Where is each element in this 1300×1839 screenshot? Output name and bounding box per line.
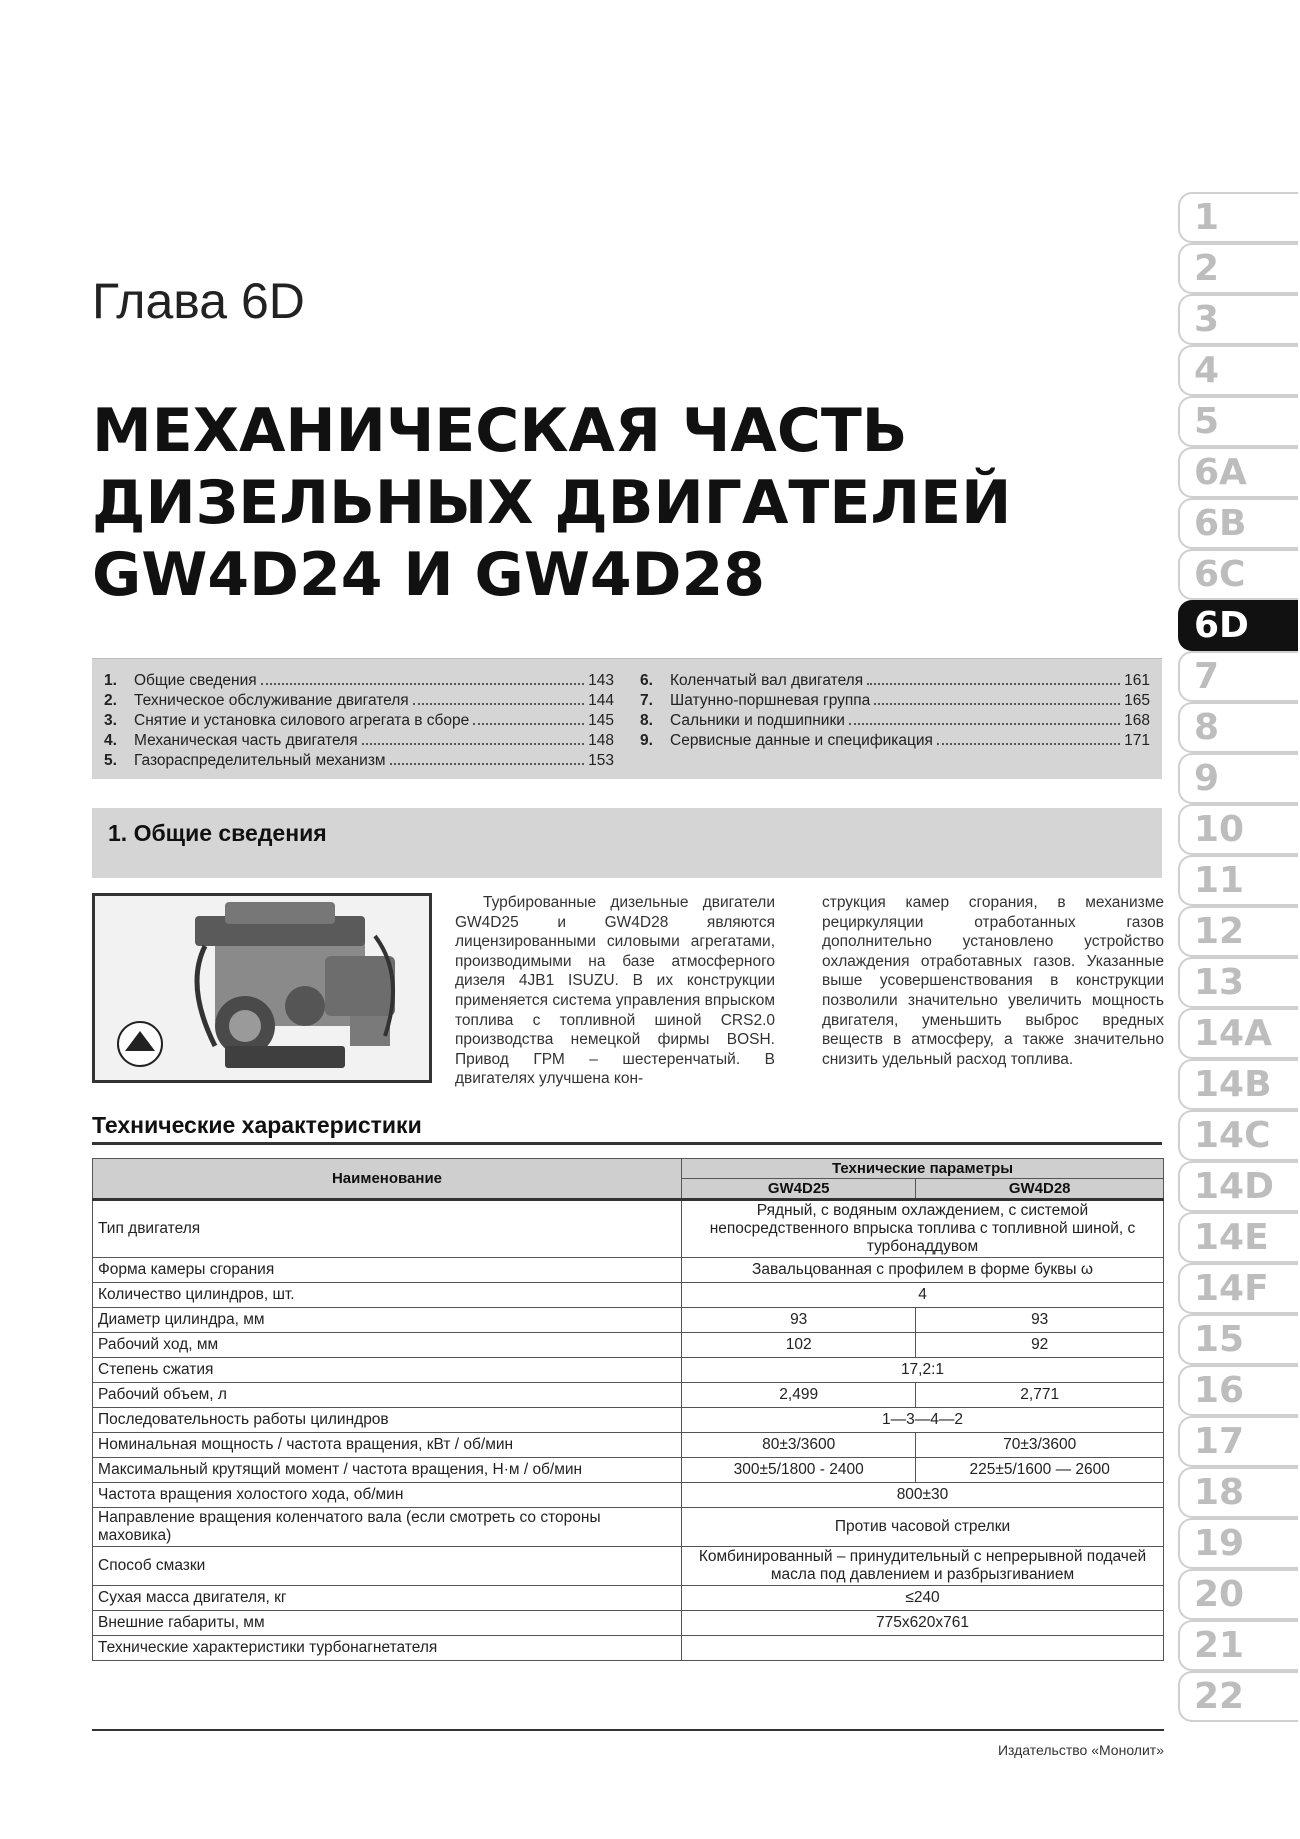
body-text-column-1: Турбированные дизельные двигатели GW4D25 и GW4D28 являются лицензированными силовыми агрегатами, производимыми на базе атмосферного дизеля 4JB1 ISUZU. В их конструкции применяется система управления впрыском топлива с топливной шиной CRS2.0 производства немецкой фирмы BOSH. Привод ГРМ – шестеренчатый. В двигателях улучшена кон- <box>455 894 775 1088</box>
chapter-tab-14e[interactable]: 14E <box>1178 1212 1298 1263</box>
toc-item-title: Шатунно-поршневая группа <box>670 692 871 709</box>
toc-dot-leader <box>362 731 585 745</box>
chapter-tab-17[interactable]: 17 <box>1178 1416 1298 1467</box>
table-row <box>93 1283 1164 1308</box>
chapter-tab-6c[interactable]: 6C <box>1178 549 1298 600</box>
table-row <box>93 1308 1164 1333</box>
toc-item-page: 148 <box>588 732 614 749</box>
chapter-tab-5[interactable]: 5 <box>1178 396 1298 447</box>
toc-item[interactable] <box>640 711 1150 731</box>
table-cell-value: 800±30 <box>682 1483 1164 1508</box>
table-row <box>93 1483 1164 1508</box>
table-cell-name: Рабочий объем, л <box>93 1383 682 1408</box>
chapter-tab-14f[interactable]: 14F <box>1178 1263 1298 1314</box>
chapter-tab-11[interactable]: 11 <box>1178 855 1298 906</box>
toc-item-number: 4. <box>104 732 117 749</box>
table-cell-name: Последовательность работы цилиндров <box>93 1408 682 1433</box>
table-cell-value: Против часовой стрелки <box>682 1508 1164 1547</box>
table-cell-gw4d25: 2,499 <box>682 1383 916 1408</box>
title-line-2: ДИЗЕЛЬНЫХ ДВИГАТЕЛЕЙ <box>92 468 1012 538</box>
chapter-tab-14c[interactable]: 14C <box>1178 1110 1298 1161</box>
toc-item[interactable] <box>104 711 614 731</box>
toc-dot-leader <box>849 711 1120 725</box>
table-row <box>93 1508 1164 1547</box>
table-cell-name: Технические характеристики турбонагнетателя <box>93 1636 682 1661</box>
toc-item-title: Сальники и подшипники <box>670 712 845 729</box>
table-cell-gw4d25: 93 <box>682 1308 916 1333</box>
toc-item-title: Газораспределительный механизм <box>134 752 386 769</box>
toc-item-page: 144 <box>588 692 614 709</box>
section-heading-text: 1. Общие сведения <box>108 820 327 846</box>
toc-column-left <box>104 671 614 771</box>
table-row <box>93 1383 1164 1408</box>
table-cell-gw4d28: 70±3/3600 <box>916 1433 1164 1458</box>
table-cell-name: Способ смазки <box>93 1547 682 1586</box>
chapter-tab-16[interactable]: 16 <box>1178 1365 1298 1416</box>
toc-item-page: 165 <box>1124 692 1150 709</box>
table-cell-name: Степень сжатия <box>93 1358 682 1383</box>
table-row <box>93 1358 1164 1383</box>
chapter-tab-4[interactable]: 4 <box>1178 345 1298 396</box>
table-cell-value <box>682 1636 1164 1661</box>
table-cell-value: 1—3—4—2 <box>682 1408 1164 1433</box>
toc-dot-leader <box>261 671 584 685</box>
toc-dot-leader <box>473 711 584 725</box>
table-cell-name: Рабочий ход, мм <box>93 1333 682 1358</box>
main-title <box>92 395 1142 611</box>
toc-item[interactable] <box>640 731 1150 751</box>
toc-item[interactable] <box>640 691 1150 711</box>
toc-item-page: 171 <box>1124 732 1150 749</box>
table-cell-gw4d25: 300±5/1800 - 2400 <box>682 1458 916 1483</box>
engine-photo <box>92 893 432 1083</box>
toc-item[interactable] <box>640 671 1150 691</box>
specs-heading: Технические характеристики <box>92 1112 1162 1145</box>
toc-dot-leader <box>874 691 1120 705</box>
toc-item-title: Механическая часть двигателя <box>134 732 358 749</box>
toc-dot-leader <box>867 671 1120 685</box>
toc-dot-leader <box>413 691 584 705</box>
table-row <box>93 1586 1164 1611</box>
header-params: Технические параметры <box>682 1159 1164 1179</box>
chapter-tab-1[interactable]: 1 <box>1178 192 1298 243</box>
toc-item-title: Общие сведения <box>134 672 257 689</box>
table-cell-value: Комбинированный – принудительный с непрерывной подачей масла под давлением и разбрызгиванием <box>682 1547 1164 1586</box>
table-row <box>93 1547 1164 1586</box>
table-cell-value: ≤240 <box>682 1586 1164 1611</box>
table-cell-name: Форма камеры сгорания <box>93 1258 682 1283</box>
toc-dot-leader <box>937 731 1120 745</box>
chapter-tab-14d[interactable]: 14D <box>1178 1161 1298 1212</box>
chapter-tab-6d[interactable]: 6D <box>1178 600 1298 651</box>
toc-item-title: Техническое обслуживание двигателя <box>134 692 409 709</box>
toc-item-page: 143 <box>588 672 614 689</box>
table-cell-name: Внешние габариты, мм <box>93 1611 682 1636</box>
table-cell-gw4d28: 92 <box>916 1333 1164 1358</box>
toc-column-right <box>640 671 1150 751</box>
toc-item-number: 3. <box>104 712 117 729</box>
table-row <box>93 1636 1164 1661</box>
chapter-tab-7[interactable]: 7 <box>1178 651 1298 702</box>
section-heading <box>92 808 1162 878</box>
toc-item[interactable] <box>104 751 614 771</box>
table-cell-name: Частота вращения холостого хода, об/мин <box>93 1483 682 1508</box>
toc-item-number: 8. <box>640 712 653 729</box>
table-row <box>93 1458 1164 1483</box>
table-row <box>93 1258 1164 1283</box>
table-cell-value: 17,2:1 <box>682 1358 1164 1383</box>
chapter-tab-18[interactable]: 18 <box>1178 1467 1298 1518</box>
table-cell-name: Количество цилиндров, шт. <box>93 1283 682 1308</box>
toc-item-number: 2. <box>104 692 117 709</box>
table-cell-name: Тип двигателя <box>93 1200 682 1258</box>
toc-item[interactable] <box>104 671 614 691</box>
toc-item-number: 6. <box>640 672 653 689</box>
chapter-tab-2[interactable]: 2 <box>1178 243 1298 294</box>
chapter-tab-6a[interactable]: 6A <box>1178 447 1298 498</box>
table-cell-gw4d25: 102 <box>682 1333 916 1358</box>
table-cell-value: Рядный, с водяным охлаждением, с системой непосредственного впрыска топлива с топливной шиной, с турбонаддувом <box>682 1200 1164 1258</box>
chapter-tab-6b[interactable]: 6B <box>1178 498 1298 549</box>
body-text-column-2: струкция камер сгорания, в механизме рециркуляции отработанных газов дополнительно установлено устройство охлаждения отработавных газов. Указанные выше усовершенствования в конструкции позволили значительно увеличить мощность двигателя, уменьшить выброс вредных веществ в атмосферу, а также значительно снизить удельный расход топлива. <box>822 894 1164 1068</box>
header-model-b: GW4D28 <box>916 1179 1164 1200</box>
table-row <box>93 1433 1164 1458</box>
toc-item-number: 9. <box>640 732 653 749</box>
title-line-1: МЕХАНИЧЕСКАЯ ЧАСТЬ <box>92 396 908 466</box>
chapter-tab-15[interactable]: 15 <box>1178 1314 1298 1365</box>
specs-table-body <box>93 1200 1164 1661</box>
header-name: Наименование <box>93 1159 682 1200</box>
table-cell-name: Номинальная мощность / частота вращения, кВт / об/мин <box>93 1433 682 1458</box>
specs-table <box>92 1158 1164 1661</box>
chapter-tab-13[interactable]: 13 <box>1178 957 1298 1008</box>
title-line-3: GW4D24 И GW4D28 <box>92 540 765 610</box>
chapter-tab-10[interactable]: 10 <box>1178 804 1298 855</box>
toc-item-title: Сервисные данные и спецификация <box>670 732 933 749</box>
table-row <box>93 1611 1164 1636</box>
chapter-tab-21[interactable]: 21 <box>1178 1620 1298 1671</box>
toc-item[interactable] <box>104 691 614 711</box>
table-cell-value: Завальцованная с профилем в форме буквы ω <box>682 1258 1164 1283</box>
chapter-tab-8[interactable]: 8 <box>1178 702 1298 753</box>
table-row <box>93 1333 1164 1358</box>
toc-item-number: 1. <box>104 672 117 689</box>
table-cell-name: Максимальный крутящий момент / частота вращения, Н·м / об/мин <box>93 1458 682 1483</box>
table-cell-gw4d25: 80±3/3600 <box>682 1433 916 1458</box>
toc-dot-leader <box>390 751 585 765</box>
chapter-tab-9[interactable]: 9 <box>1178 753 1298 804</box>
toc-item-page: 161 <box>1124 672 1150 689</box>
footer-divider <box>92 1729 1164 1731</box>
toc-item-page: 145 <box>588 712 614 729</box>
toc-item-title: Коленчатый вал двигателя <box>670 672 864 689</box>
table-cell-gw4d28: 225±5/1600 — 2600 <box>916 1458 1164 1483</box>
header-model-a: GW4D25 <box>682 1179 916 1200</box>
chapter-tab-12[interactable]: 12 <box>1178 906 1298 957</box>
toc-item[interactable] <box>104 731 614 751</box>
toc-item-page: 168 <box>1124 712 1150 729</box>
toc-item-title: Снятие и установка силового агрегата в сборе <box>134 712 470 729</box>
table-cell-gw4d28: 93 <box>916 1308 1164 1333</box>
publisher-footer: Издательство «Монолит» <box>997 1742 1164 1758</box>
toc-item-number: 5. <box>104 752 117 769</box>
table-cell-name: Направление вращения коленчатого вала (если смотреть со стороны маховика) <box>93 1508 682 1547</box>
chapter-tab-14b[interactable]: 14B <box>1178 1059 1298 1110</box>
table-row <box>93 1408 1164 1433</box>
table-cell-value: 775x620x761 <box>682 1611 1164 1636</box>
table-cell-name: Диаметр цилиндра, мм <box>93 1308 682 1333</box>
table-cell-gw4d28: 2,771 <box>916 1383 1164 1408</box>
chapter-tab-20[interactable]: 20 <box>1178 1569 1298 1620</box>
chapter-tab-3[interactable]: 3 <box>1178 294 1298 345</box>
chapter-tab-22[interactable]: 22 <box>1178 1671 1298 1722</box>
table-row <box>93 1200 1164 1258</box>
chapter-tab-14a[interactable]: 14A <box>1178 1008 1298 1059</box>
table-cell-value: 4 <box>682 1283 1164 1308</box>
table-of-contents <box>92 658 1162 779</box>
chapter-tabs <box>1178 192 1300 1722</box>
chapter-label: Глава 6D <box>92 273 305 329</box>
chapter-tab-19[interactable]: 19 <box>1178 1518 1298 1569</box>
table-cell-name: Сухая масса двигателя, кг <box>93 1586 682 1611</box>
toc-item-number: 7. <box>640 692 653 709</box>
toc-item-page: 153 <box>588 752 614 769</box>
